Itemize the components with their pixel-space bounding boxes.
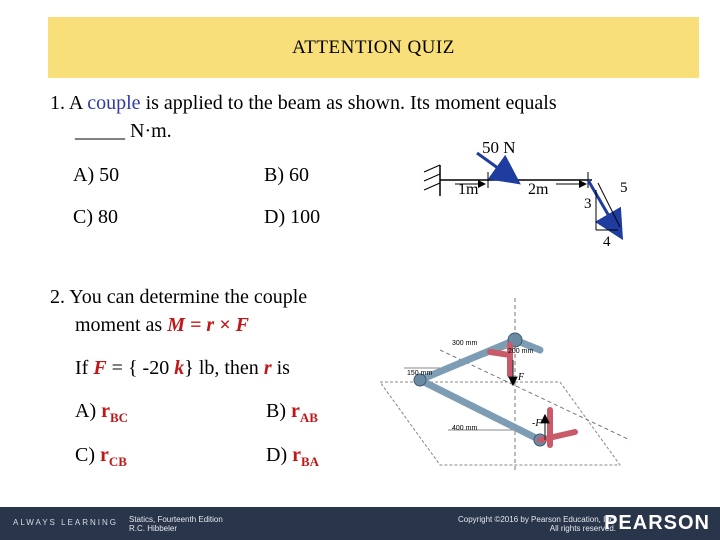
side-3: 3: [584, 196, 592, 212]
dim-400: 400 mm: [452, 425, 478, 432]
q2-if-r: r: [263, 357, 272, 379]
q2-option-b-r: r: [291, 400, 300, 422]
footer-tagline: ALWAYS LEARNING: [13, 518, 118, 527]
q2-if-rest: } lb, then: [184, 357, 264, 379]
footer-bar: [0, 507, 720, 540]
q2-option-d-sub: BA: [301, 454, 320, 469]
q1-line2: _____ N·m.: [75, 120, 172, 142]
page-title: ATTENTION QUIZ: [292, 37, 455, 58]
dim-300: 300 mm: [452, 340, 478, 347]
q2-option-c-label: C): [75, 444, 100, 466]
q2-if-k: k: [174, 357, 185, 379]
book-author: R.C. Hibbeler: [129, 524, 178, 533]
q1-keyword: couple: [87, 92, 141, 114]
q1-rest: is applied to the beam as shown. Its moment equals: [140, 92, 557, 114]
q2-line1: 2. You can determine the couple: [50, 286, 308, 308]
brand-logo: PEARSON: [604, 512, 710, 534]
dim-1m: 1m: [458, 181, 479, 198]
footer-copyright: [458, 515, 616, 533]
q2-option-d-label: D): [266, 444, 293, 466]
label-negF: -F: [532, 418, 542, 429]
q2-option-a-r: r: [101, 400, 110, 422]
q2-if-F: F: [93, 357, 107, 379]
q1-prefix: 1. A: [50, 92, 88, 114]
pipe-long: [420, 380, 540, 440]
q2-option-c-sub: CB: [108, 454, 127, 469]
copyright-line2: All rights reserved.: [549, 524, 616, 533]
q1-option-d[interactable]: D) 100: [264, 206, 321, 228]
dim-2m: 2m: [528, 181, 549, 198]
q2-line2-prefix: moment as: [75, 314, 168, 336]
footer-book: [129, 515, 223, 533]
q2-option-a-label: A): [75, 400, 102, 422]
q2-option-d-r: r: [292, 444, 301, 466]
q2-if-mid: = { -20: [106, 357, 175, 379]
dim-150: 150 mm: [407, 370, 433, 377]
q1-option-b[interactable]: B) 60: [264, 164, 309, 186]
q2-option-a-sub: BC: [110, 410, 129, 425]
dim-200: 200 mm: [508, 348, 534, 355]
side-5: 5: [620, 180, 628, 196]
q2-option-c-r: r: [100, 444, 109, 466]
q2-formula: M = r × F: [167, 314, 249, 336]
q1-option-a[interactable]: A) 50: [73, 164, 120, 186]
q2-if-prefix: If: [75, 357, 94, 379]
q2-option-b-label: B): [266, 400, 291, 422]
q1-option-c[interactable]: C) 80: [73, 206, 118, 228]
copyright-line1: Copyright ©2016 by Pearson Education, Inc.: [458, 515, 616, 524]
q2-if-end: is: [271, 357, 290, 379]
side-4: 4: [603, 234, 611, 250]
handle-upper: [490, 352, 510, 355]
q2-option-b-sub: AB: [299, 410, 318, 425]
label-F: F: [518, 372, 525, 383]
book-title: Statics, Fourteenth Edition: [129, 515, 223, 524]
force-label: 50 N: [482, 138, 516, 157]
